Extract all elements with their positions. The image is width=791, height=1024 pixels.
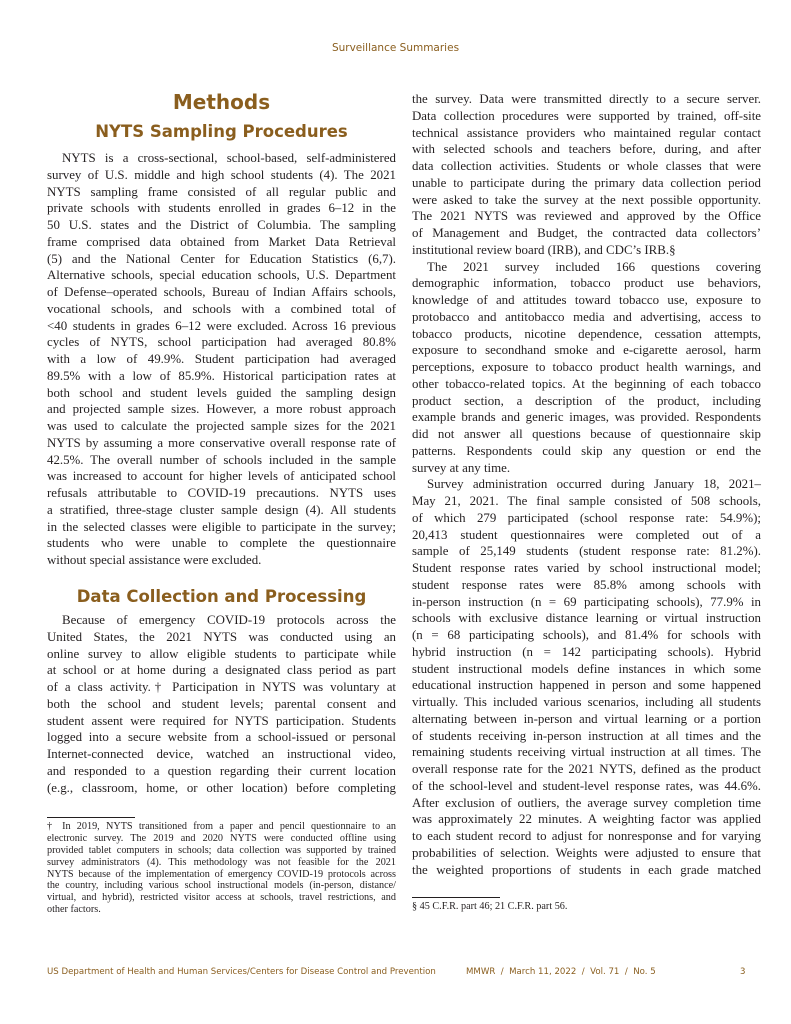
- text-line: students who were unable to complete the questionnaire: [47, 536, 396, 551]
- text-line: and responded to a question regarding their current location: [47, 763, 396, 778]
- text-line: private schools with students enrolled in grades 6–12 in the: [47, 201, 396, 216]
- text-line: at school or at home during a designated class period as part: [47, 663, 396, 678]
- text-line: frame comprised data obtained from Market Data Retrieval: [47, 234, 396, 249]
- text-line: sample of 25,149 students (student response rate: 81.2%).: [412, 544, 761, 559]
- text-line: Survey administration occurred during January 18, 2021–: [427, 477, 761, 492]
- text-line: survey of U.S. middle and high school students (4). The 2021: [47, 167, 396, 182]
- text-line: alternating between in-person and virtual learning or a portion: [412, 711, 761, 726]
- footnote-line: electronic survey. The 2019 and 2020 NYTS were conducted offline using: [47, 832, 396, 844]
- text-line: refusals attributable to COVID-19 precautions. NYTS uses: [47, 486, 396, 500]
- right-column-body: [412, 91, 761, 878]
- footnote-line: virtual, and hybrid), restricted visitor access at schools, travel restrictions, and: [47, 892, 396, 904]
- text-line: NYTS sampling frame consisted of all regular public and: [47, 184, 396, 199]
- text-line: 42.5%. The overall number of schools included in the sample: [47, 452, 396, 467]
- text-line: (n = 68 participating schools), and 81.4% for schools with: [412, 628, 761, 642]
- paragraph: [412, 91, 761, 259]
- text-line: NYTS by assuming a more conservative overall response rate of: [47, 435, 396, 450]
- section-heading-methods: Methods: [172, 90, 271, 114]
- text-line: to each student record to adjust for nonresponse and for varying: [412, 829, 761, 843]
- text-line: in the selected classes were eligible to participate in the survey;: [47, 519, 396, 534]
- footnote-line: survey administrators (4). This methodology was not feasible for the 2021: [47, 856, 396, 868]
- text-line: schools with exclusive distance learning or virtual instruction: [412, 611, 761, 626]
- sampling-body: [47, 150, 396, 569]
- footnote-section: [412, 901, 761, 913]
- text-line: The 2021 NYTS was reviewed and approved by the Office: [412, 209, 761, 224]
- text-line: technical assistance providers who maintained regular contact: [412, 125, 761, 140]
- text-line: other tobacco-related topics. At the beginning of each tobacco: [412, 376, 761, 391]
- text-line: (e.g., classroom, home, or other location) before completing: [47, 780, 396, 795]
- subheading-data-collection: Data Collection and Processing: [76, 587, 367, 606]
- data-collection-body: [47, 612, 396, 796]
- text-line: demographic information, tobacco product use behaviors,: [412, 276, 761, 291]
- footnote-line: NYTS because of the implementation of emergency COVID-19 protocols across: [47, 868, 396, 880]
- text-line: logged into a secure website from a school-issued or personal: [47, 730, 396, 745]
- text-line: the weighted proportions of students in each grade matched: [412, 862, 761, 877]
- text-line: knowledge of and attitudes toward tobacco use, exposure to: [412, 293, 761, 307]
- text-line: of Management and Budget, the contracted data collectors’: [412, 226, 761, 240]
- paragraph: [412, 259, 761, 477]
- text-line: unable to participate during the primary data collection period: [412, 175, 761, 190]
- text-line: of Defense–operated schools, Bureau of Indian Affairs schools,: [47, 285, 396, 299]
- text-line: institutional review board (IRB), and CDC’s IRB.§: [412, 242, 676, 257]
- text-line: and projected sample sizes. However, a more robust approach: [47, 402, 396, 417]
- text-line: cycles of NYTS, school participation had averaged 80.8%: [47, 335, 396, 350]
- text-line: with selected schools and teachers before, during, and after: [412, 142, 761, 157]
- text-line: of the school-level and student-level response rates, was 44.6%.: [412, 778, 761, 793]
- text-line: hybrid instruction (n = 142 participating schools). Hybrid: [412, 644, 761, 659]
- text-line: product section, a description of the product, including: [412, 393, 761, 408]
- text-line: in-person instruction (n = 69 participating schools), 77.9% in: [412, 594, 761, 609]
- text-line: were asked to take the survey at the next possible opportunity.: [412, 192, 761, 207]
- text-line: Data collection procedures were supported by trained, off-site: [412, 108, 761, 123]
- paragraph: [47, 150, 396, 569]
- text-line: without special assistance were excluded.: [47, 553, 262, 567]
- text-line: Alternative schools, special education schools, U.S. Department: [47, 268, 396, 283]
- text-line: 89.5% with a low of 85.9%. Historical participation rates at: [47, 368, 396, 383]
- text-line: The 2021 survey included 166 questions covering: [427, 259, 761, 274]
- text-line: 50 U.S. states and the District of Columbia. The sampling: [47, 218, 396, 232]
- text-line: probabilities of selection. Weights were adjusted to ensure that: [412, 845, 761, 860]
- text-line: survey at any time.: [412, 460, 511, 475]
- text-line: patterns. Respondents could skip any question or end the: [412, 443, 761, 458]
- text-line: student response rates were 85.8% among schools with: [412, 577, 761, 592]
- footnote-line: the country, including various school instructional models (in-person, distance/: [47, 880, 396, 892]
- text-line: remaining students receiving virtual instruction at all times. The: [412, 745, 761, 760]
- subheading-sampling: NYTS Sampling Procedures: [95, 122, 348, 141]
- text-line: both the school and student levels; parental consent and: [47, 696, 396, 711]
- text-line: vocational schools, and schools with a combined total of: [47, 301, 396, 316]
- running-head: Surveillance Summaries: [331, 42, 460, 54]
- text-line: student assent were required for NYTS participation. Students: [47, 713, 396, 728]
- text-line: (5) and the National Center for Education Statistics (6,7).: [47, 251, 396, 266]
- text-line: data collection activities. Students or whole classes that were: [412, 159, 761, 173]
- text-line: a stratified, three-stage cluster sample design (4). All students: [47, 502, 396, 517]
- text-line: Internet-connected device, watched an instructional video,: [47, 747, 396, 761]
- text-line: the survey. Data were transmitted directly to a secure server.: [412, 92, 761, 106]
- footer-citation: MMWR / March 11, 2022 / Vol. 71 / No. 5: [466, 967, 656, 977]
- text-line: perceptions, exposure to tobacco product health warnings, and: [412, 360, 761, 374]
- text-line: with a low of 49.9%. Student participation had averaged: [47, 352, 396, 366]
- footnote-line: provided tablet computers in schools; data collection was supported by trained: [47, 844, 396, 856]
- page-number: 3: [740, 967, 746, 977]
- text-line: was increased to account for higher levels of anticipated school: [47, 469, 396, 484]
- text-line: was used to calculate the projected sample sizes for the 2021: [47, 419, 396, 433]
- paragraph: [47, 612, 396, 796]
- text-line: of which 279 participated (school response rate: 54.9%);: [412, 510, 761, 525]
- text-line: was approximately 22 minutes. A weighting factor was applied: [412, 812, 761, 827]
- text-line: tobacco products, nicotine dependence, cessation attempts,: [412, 326, 761, 341]
- text-line: student instructional models define instances in which some: [412, 661, 761, 676]
- footnote-dagger: [47, 821, 396, 916]
- text-line: <40 students in grades 6–12 were excluded. Across 16 previous: [47, 318, 396, 333]
- footnote-line: other factors.: [47, 904, 101, 916]
- text-line: overall response rate for the 2021 NYTS, defined as the product: [412, 762, 761, 776]
- text-line: United States, the 2021 NYTS was conducted using an: [47, 629, 396, 644]
- text-line: Because of emergency COVID-19 protocols across the: [62, 613, 396, 627]
- text-line: example brands and generic images, was provided. Respondents: [412, 410, 761, 425]
- text-line: NYTS is a cross-sectional, school-based, self-administered: [62, 151, 396, 165]
- text-line: After exclusion of outliers, the average survey completion time: [412, 795, 761, 810]
- text-line: online survey to allow eligible students to participate while: [47, 646, 396, 661]
- text-line: May 21, 2021. The final sample consisted of 508 schools,: [412, 494, 761, 508]
- text-line: educational instruction happened in person and some happened: [412, 678, 761, 693]
- footnote-rule: [47, 817, 135, 818]
- text-line: virtually. This included various scenarios, including all students: [412, 695, 761, 709]
- text-line: did not answer all questions because of questionnaire skip: [412, 427, 761, 441]
- text-line: of a class activity.† Participation in NYTS was voluntary at: [47, 680, 396, 694]
- footnote-line: † In 2019, NYTS transitioned from a paper and pencil questionnaire to an: [47, 821, 396, 832]
- text-line: 20,413 student questionnaires were completed out of a: [412, 527, 761, 542]
- footnote-line: § 45 C.F.R. part 46; 21 C.F.R. part 56.: [412, 901, 568, 912]
- text-line: protobacco and antitobacco media and advertising, access to: [412, 309, 761, 324]
- text-line: exposure to secondhand smoke and e-cigarette aerosol, harm: [412, 343, 761, 358]
- text-line: both school and student levels guided the sampling design: [47, 385, 396, 400]
- text-line: Student response rates varied by school instructional model;: [412, 561, 761, 575]
- footer-agency: US Department of Health and Human Services/Centers for Disease Control and Prevention: [47, 967, 436, 977]
- text-line: of students receiving in-person instruction at all times and the: [412, 728, 761, 743]
- paragraph: [412, 476, 761, 878]
- footnote-rule-right: [412, 897, 500, 898]
